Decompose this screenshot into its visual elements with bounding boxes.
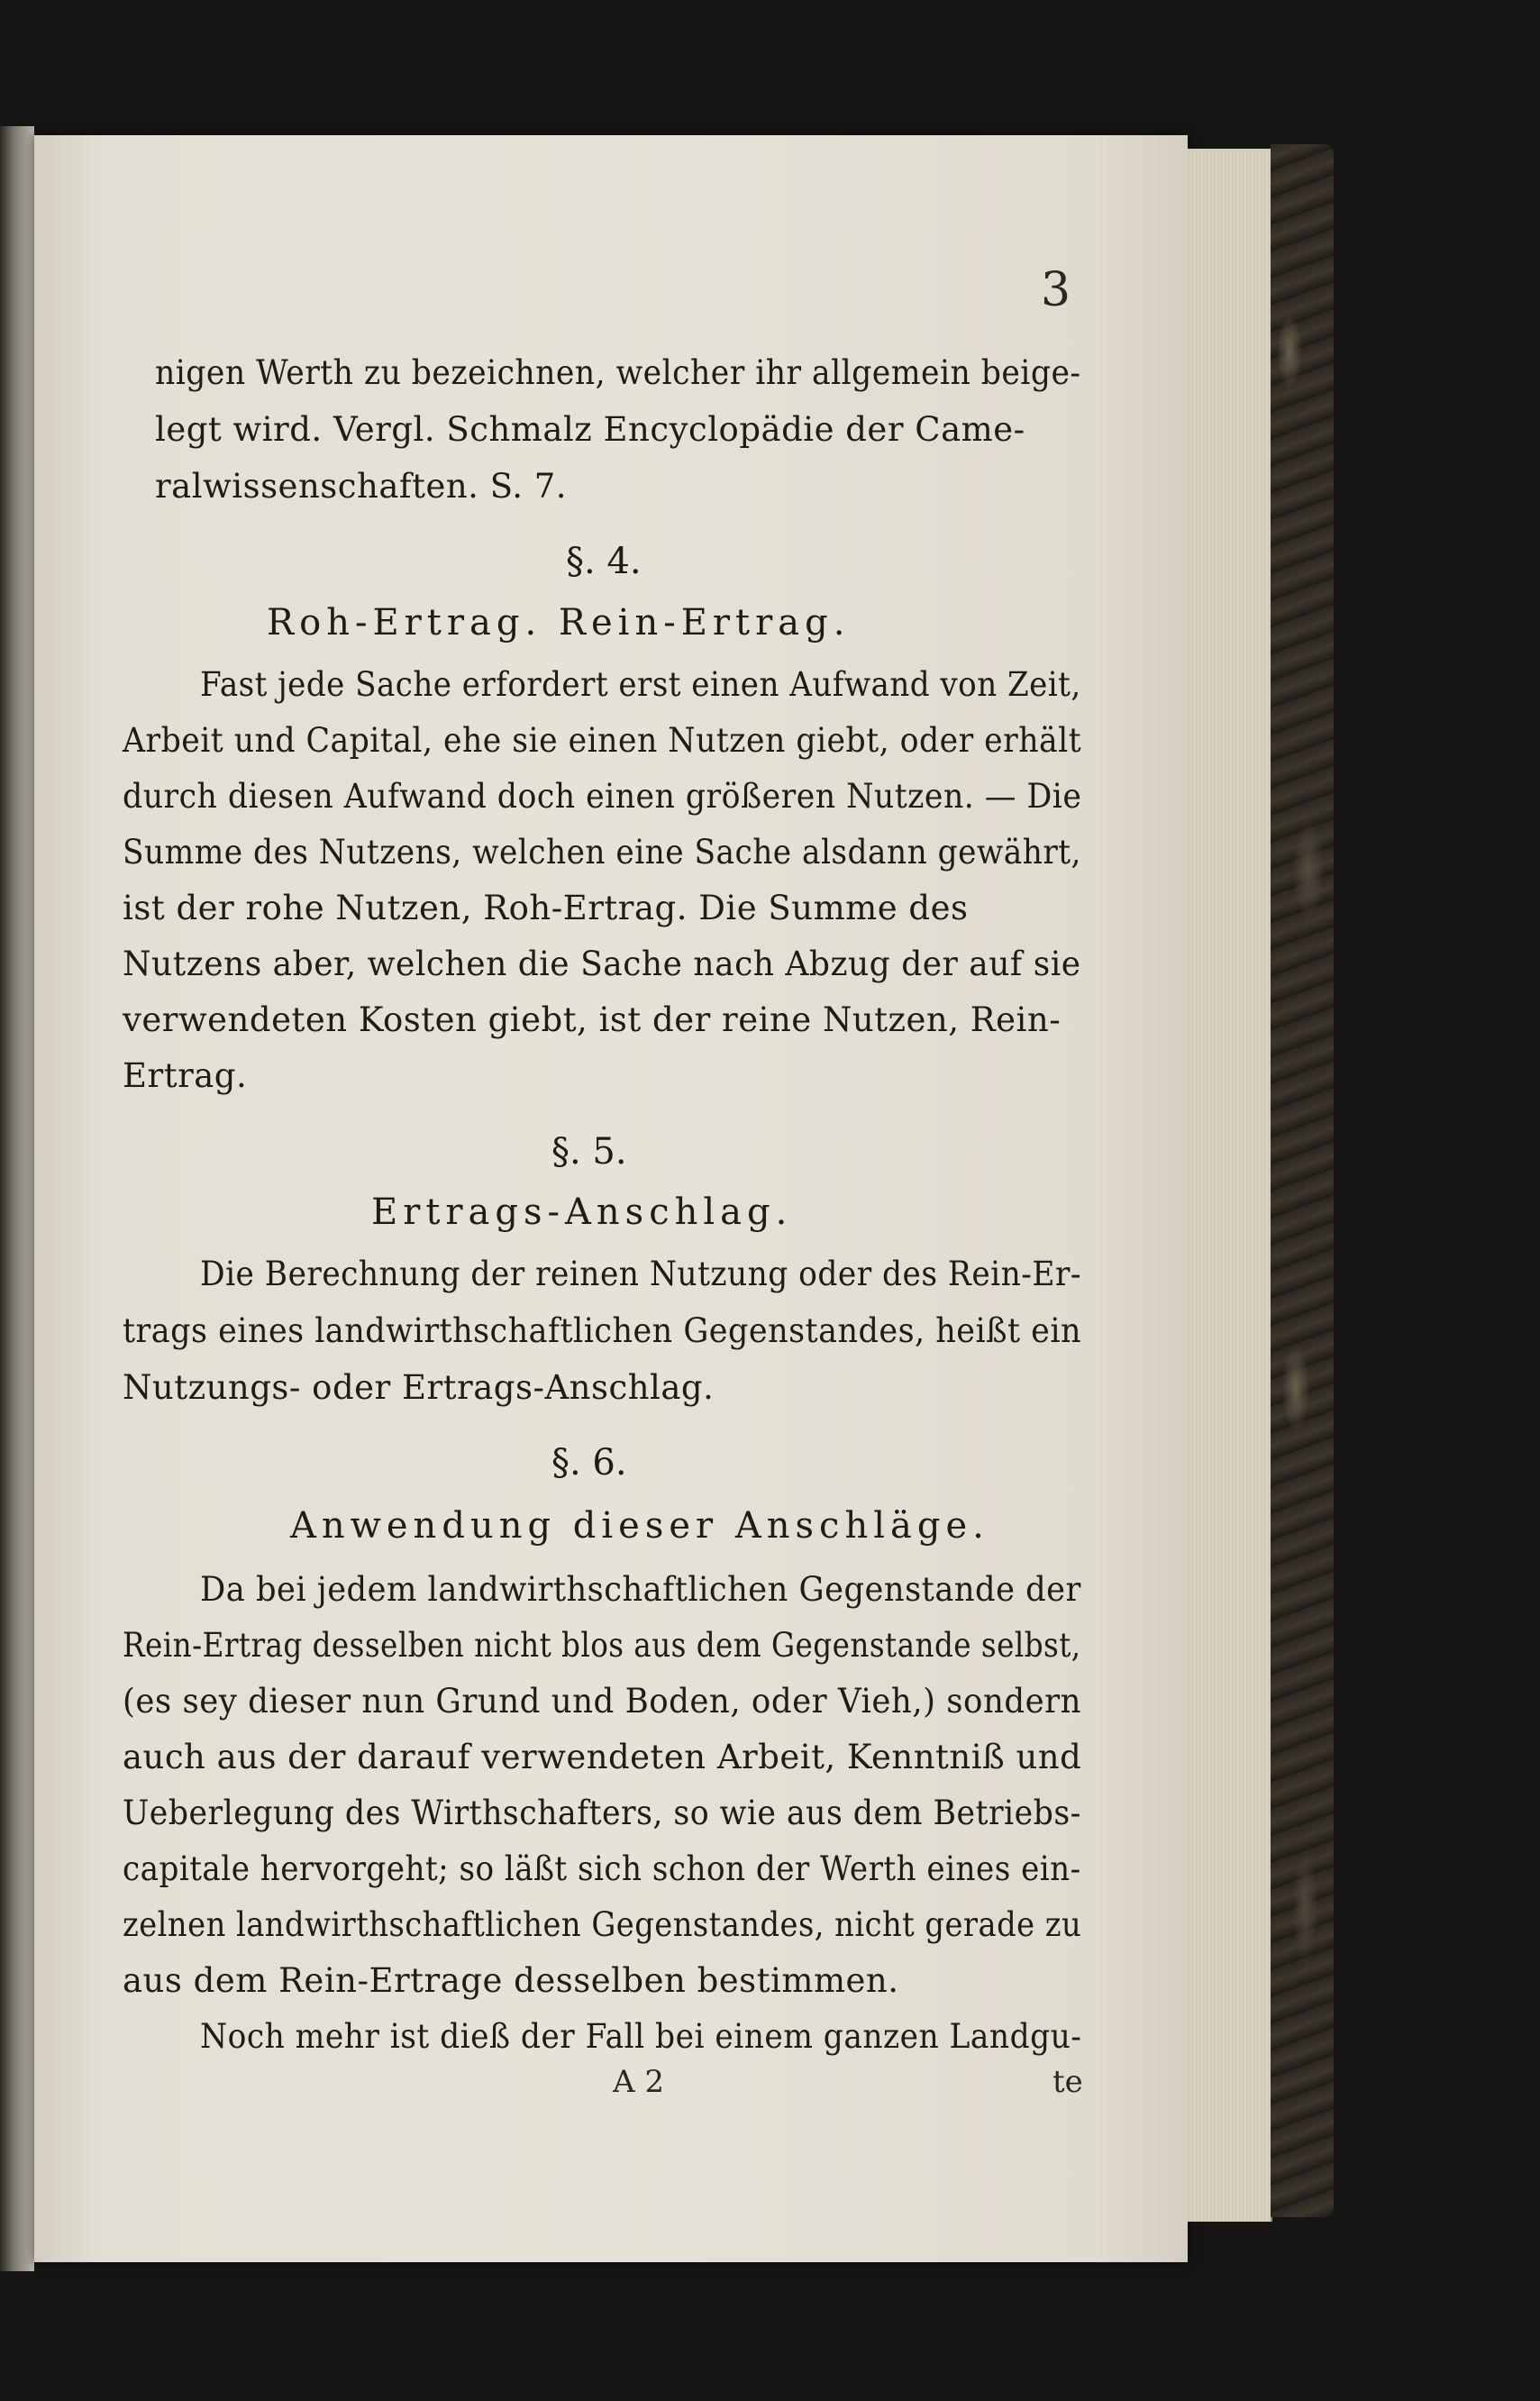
text-line: Nutzungs- oder Ertrags-Anschlag. [123,1368,715,1407]
section-mark: §. 5. [551,1131,627,1173]
text-line: (es sey dieser nun Grund und Boden, oder Vieh,) sondern [123,1682,1082,1721]
text-line: zelnen landwirthschaftlichen Gegenstandes, nicht gerade zu [123,1905,1082,1944]
text-line: Ertrag. [123,1056,248,1095]
section-heading: Ertrags-Anschlag. [371,1191,793,1233]
section-heading: Anwendung dieser Anschläge. [290,1505,989,1547]
signature-mark: A 2 [613,2064,664,2100]
text-line: trags eines landwirthschaftlichen Gegenstandes, heißt ein [123,1311,1082,1350]
text-line: Da bei jedem landwirthschaftlichen Gegenstande der [200,1570,1081,1609]
text-line: Die Berechnung der reinen Nutzung oder des Rein-Er- [200,1255,1082,1293]
text-line: Arbeit und Capital, ehe sie einen Nutzen giebt, oder erhält [123,721,1082,760]
section-mark: §. 4. [566,541,642,582]
page-number: 3 [1041,263,1071,317]
text-line: capitale hervorgeht; so läßt sich schon der Werth eines ein- [123,1849,1081,1888]
facing-page-edge [0,126,34,2271]
text-line: legt wird. Vergl. Schmalz Encyclopädie der Came- [155,410,1025,449]
text-line: Summe des Nutzens, welchen eine Sache alsdann gewährt, [123,833,1081,872]
section-heading: Roh-Ertrag. Rein-Ertrag. [267,602,851,644]
text-line: aus dem Rein-Ertrage desselben bestimmen. [123,1961,899,2000]
page-block-edges [1188,149,1272,2222]
text-line: verwendeten Kosten giebt, ist der reine Nutzen, Rein- [123,1000,1062,1039]
text-line: durch diesen Aufwand doch einen größeren Nutzen. — Die [123,777,1082,816]
text-line: nigen Werth zu bezeichnen, welcher ihr allgemein beige- [155,353,1081,392]
text-line: Rein-Ertrag desselben nicht blos aus dem Gegenstande selbst, [123,1626,1081,1665]
catchword: te [1052,2064,1083,2100]
text-line: Nutzens aber, welchen die Sache nach Abzug der auf sie [123,945,1081,983]
marbled-cover [1271,144,1334,2217]
text-line: Fast jede Sache erfordert erst einen Aufwand von Zeit, [200,665,1081,704]
text-line: ist der rohe Nutzen, Roh-Ertrag. Die Summe des [123,889,969,927]
text-line: auch aus der darauf verwendeten Arbeit, Kenntniß und [123,1738,1082,1776]
section-mark: §. 6. [551,1442,627,1484]
text-line: ralwissenschaften. S. 7. [155,467,568,506]
text-line: Ueberlegung des Wirthschafters, so wie aus dem Betriebs- [123,1794,1081,1832]
text-line: Noch mehr ist dieß der Fall bei einem ganzen Landgu- [200,2017,1082,2056]
